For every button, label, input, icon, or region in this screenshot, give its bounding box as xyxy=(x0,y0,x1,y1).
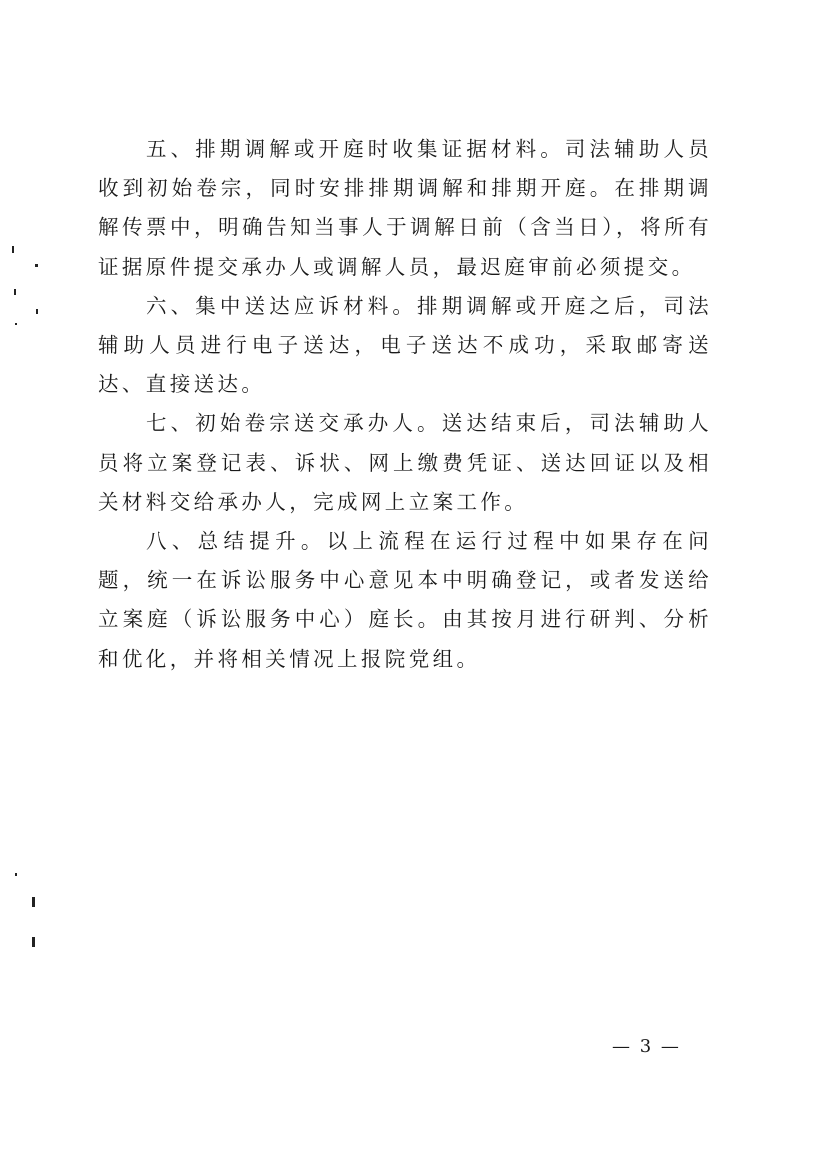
document-body xyxy=(98,130,712,679)
scan-speck xyxy=(32,937,35,947)
paragraph-6: 六、集中送达应诉材料。排期调解或开庭之后，司法辅助人员进行电子送达，电子送达不成功，采取邮寄送达、直接送达。 xyxy=(98,293,712,397)
scan-speck xyxy=(36,309,38,314)
scan-speck xyxy=(12,246,14,253)
scan-speck xyxy=(15,873,17,876)
scan-speck xyxy=(14,289,16,295)
paragraph-7: 七、初始卷宗送交承办人。送达结束后，司法辅助人员将立案登记表、诉状、网上缴费凭证、送达回证以及相关材料交给承办人，完成网上立案工作。 xyxy=(98,411,712,514)
scan-speck xyxy=(32,897,35,907)
scan-speck xyxy=(35,264,38,267)
paragraph-5: 五、排期调解或开庭时收集证据材料。司法辅助人员收到初始卷宗，同时安排排期调解和排期开庭。在排期调解传票中，明确告知当事人于调解日前（含当日），将所有证据原件提交承办人或调解人员，最迟庭审前必须提交。 xyxy=(98,137,712,279)
page-number: — 3 — xyxy=(612,1036,681,1057)
scan-speck xyxy=(15,323,17,325)
paragraph-8: 八、总结提升。以上流程在运行过程中如果存在问题，统一在诉讼服务中心意见本中明确登记，或者发送给立案庭（诉讼服务中心）庭长。由其按月进行研判、分析和优化，并将相关情况上报院党组。 xyxy=(98,529,712,671)
